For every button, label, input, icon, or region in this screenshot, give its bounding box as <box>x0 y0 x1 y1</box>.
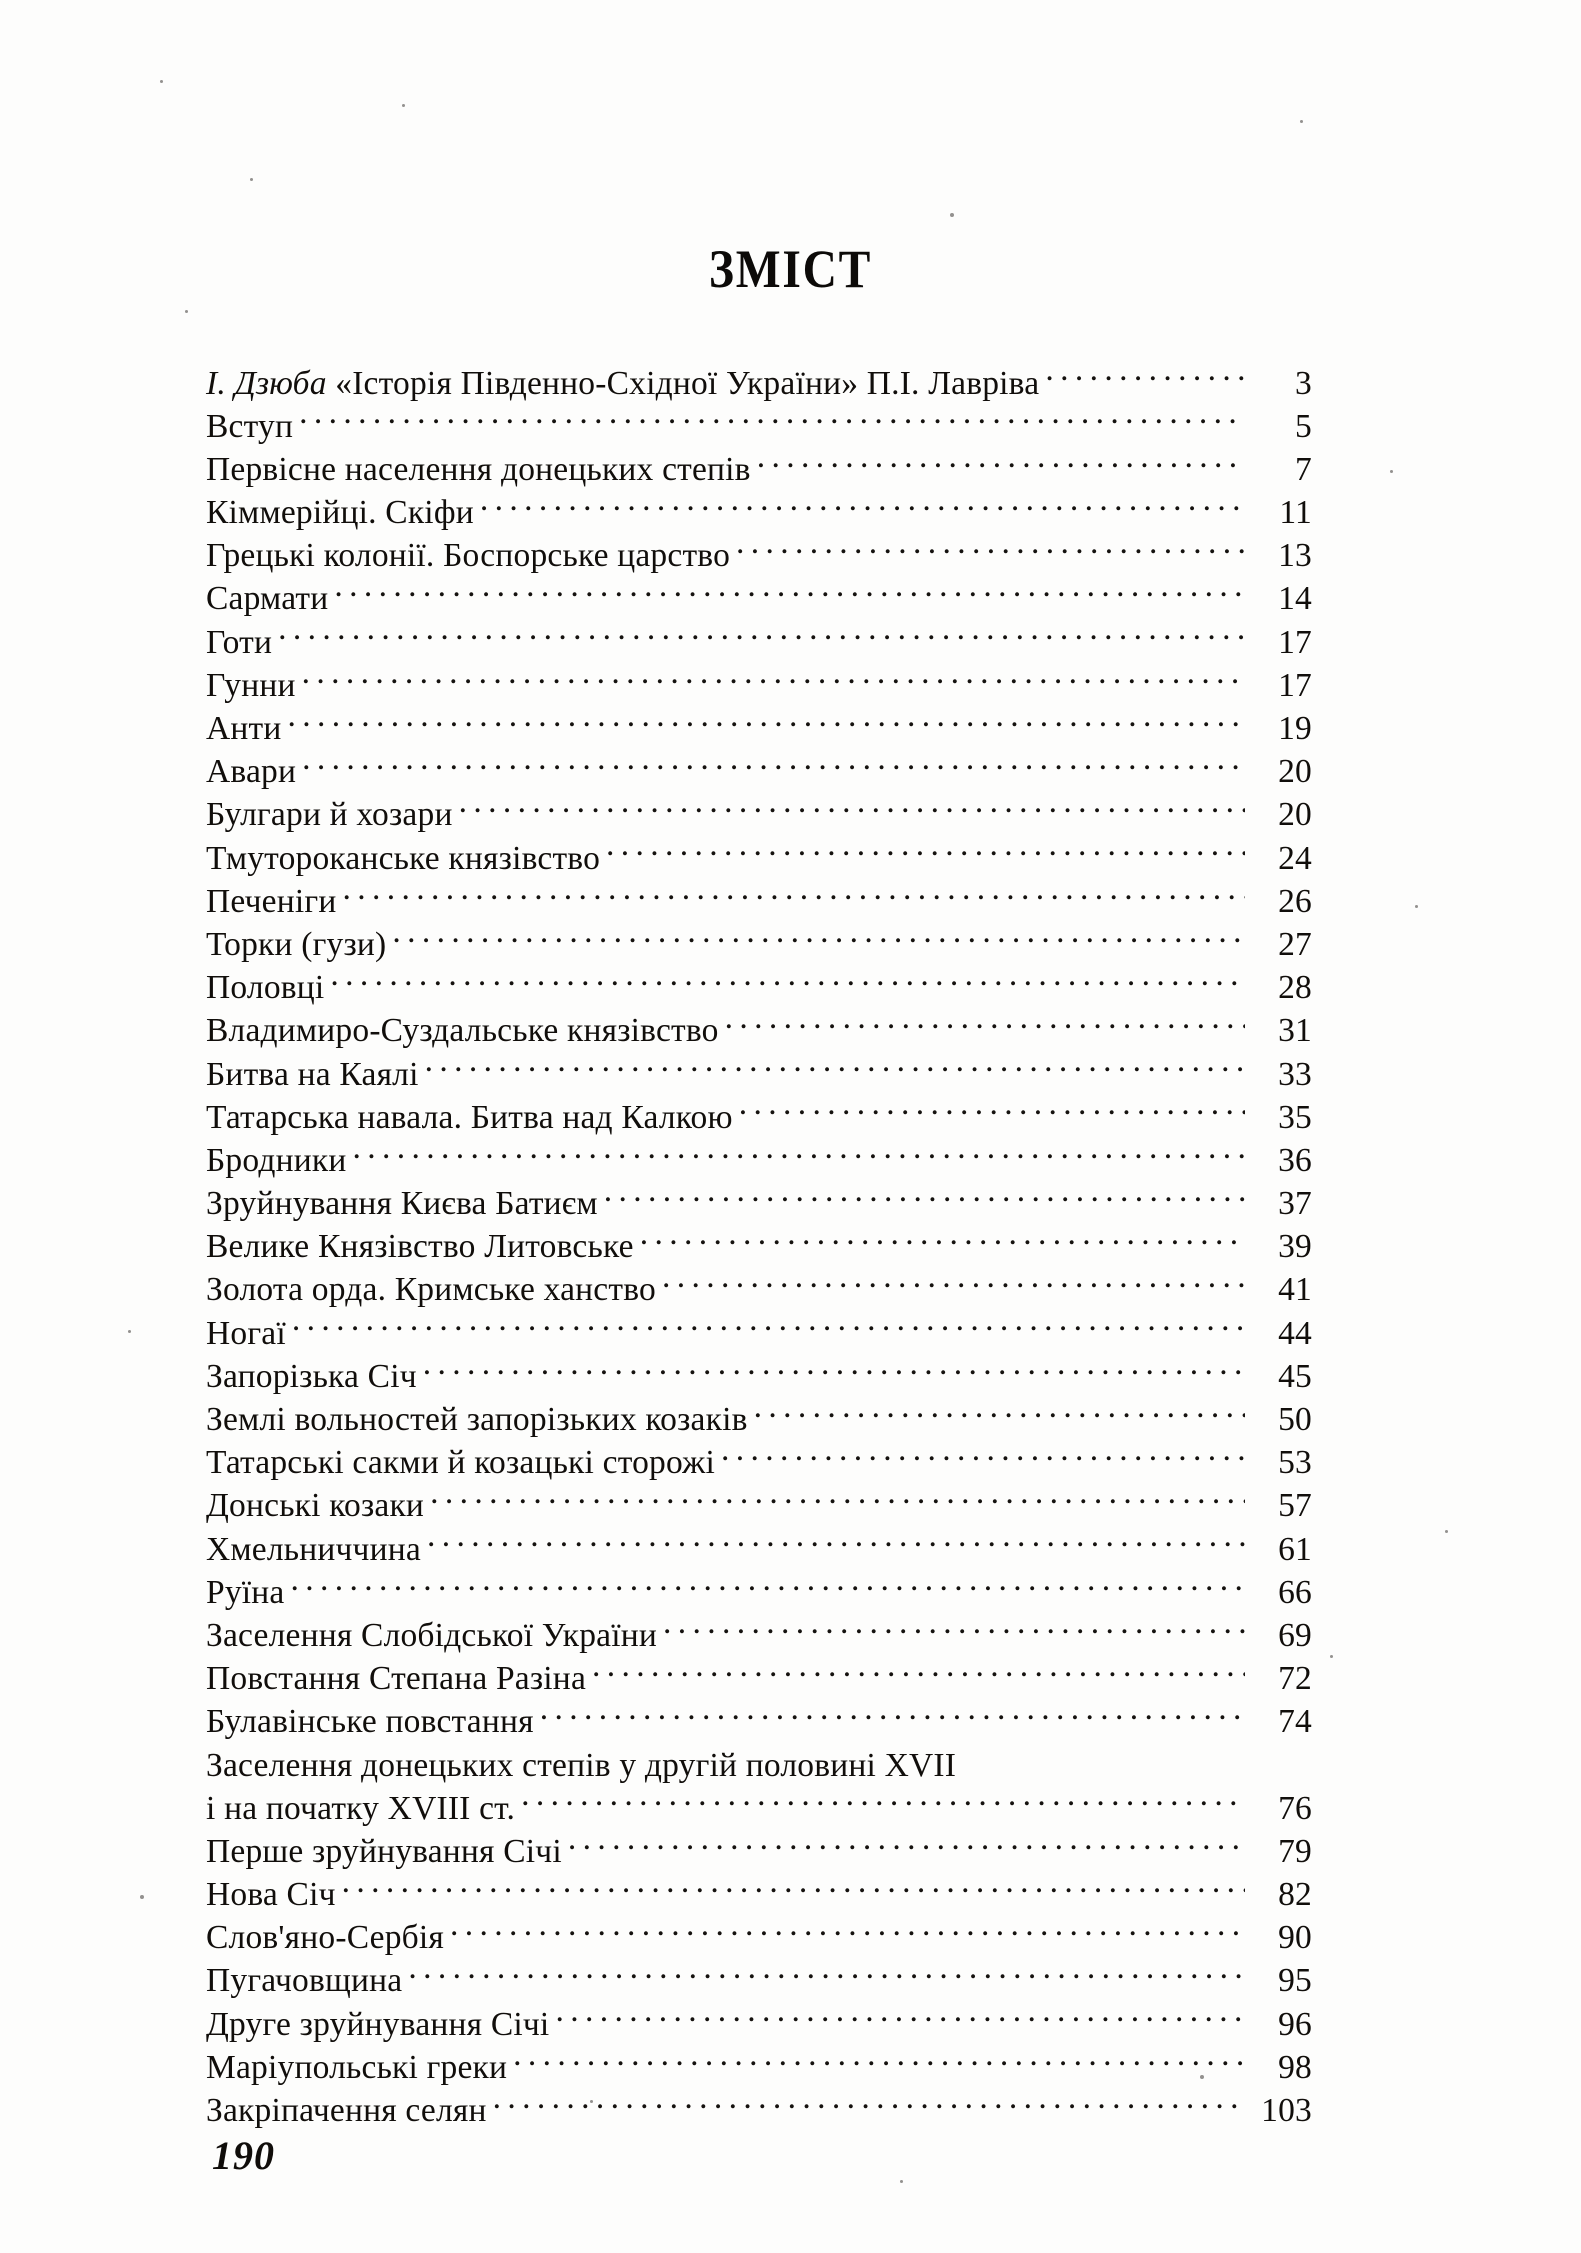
toc-entry-title: «Історія Південно-Східної України» П.І. Лаврiва <box>326 364 1040 402</box>
toc-entry-label: Закріпачення селян <box>206 2092 487 2129</box>
dot-leader <box>757 446 1245 480</box>
toc-entry-page-number: 82 <box>1278 1876 1312 1914</box>
toc-entry-label: Кіммерійці. Скіфи <box>206 494 474 532</box>
toc-entry-page-number: 11 <box>1279 494 1312 532</box>
dot-leader <box>425 1051 1245 1085</box>
toc-entry-page-number: 79 <box>1278 1832 1312 1870</box>
toc-entry-label: Грецькі колонії. Боспорське царство <box>206 537 731 575</box>
toc-entry-label: Ногаї <box>206 1314 286 1352</box>
toc-entry-label: Гунни <box>206 666 296 704</box>
toc-entry-label: Булавінське повстання <box>206 1703 534 1741</box>
toc-entry-label: Руїна <box>206 1573 285 1611</box>
toc-entry-label: Донські козаки <box>206 1487 425 1525</box>
toc-entry-label: Тмутороканське князівство <box>206 839 601 877</box>
toc-entry[interactable] <box>206 2044 1312 2087</box>
toc-entry-page-number: 103 <box>1261 2092 1312 2129</box>
table-of-contents <box>206 360 1312 2131</box>
toc-entry-label: Хмельниччина <box>206 1530 421 1568</box>
dot-leader <box>521 1785 1245 1819</box>
toc-entry-label: Велике Князівство Литовське <box>206 1228 634 1266</box>
dot-leader <box>427 1526 1245 1560</box>
toc-entry[interactable] <box>206 1008 1312 1051</box>
toc-entry-page-number: 17 <box>1278 623 1312 661</box>
toc-entry-page-number: 57 <box>1278 1487 1312 1525</box>
toc-entry-label: Землі вольностей запорізьких козаків <box>206 1401 748 1438</box>
toc-entry-page-number: 69 <box>1278 1616 1312 1654</box>
toc-entry[interactable] <box>206 1915 1312 1958</box>
toc-entry[interactable] <box>206 403 1312 446</box>
dot-leader <box>423 1353 1245 1387</box>
toc-entry[interactable] <box>206 835 1312 878</box>
toc-entry-label: Половці <box>206 969 325 1007</box>
dot-leader <box>606 835 1245 869</box>
toc-entry-page-number: 33 <box>1278 1055 1312 1093</box>
toc-entry-page-number: 96 <box>1278 2005 1312 2043</box>
toc-entry-page-number: 45 <box>1278 1357 1312 1395</box>
toc-entry[interactable] <box>206 792 1312 835</box>
toc-entry[interactable] <box>206 1181 1312 1224</box>
toc-entry-page-number: 14 <box>1278 580 1312 618</box>
toc-entry-label: Запорізька Січ <box>206 1357 417 1395</box>
dot-leader <box>302 749 1245 783</box>
toc-entry-label: Татарські сакми й козацькі сторожі <box>206 1444 715 1482</box>
toc-entry-label <box>206 362 1045 405</box>
toc-entry-page-number: 36 <box>1278 1141 1312 1179</box>
toc-entry[interactable] <box>206 878 1312 921</box>
toc-entry-page-number: 61 <box>1278 1530 1312 1568</box>
dot-leader <box>568 1828 1245 1862</box>
toc-entry[interactable] <box>206 1310 1312 1353</box>
dot-leader <box>392 921 1245 955</box>
toc-entry-page-number: 20 <box>1278 796 1312 834</box>
toc-entry[interactable] <box>206 1872 1312 1915</box>
toc-entry[interactable] <box>206 1526 1312 1569</box>
toc-entry-page-number: 74 <box>1278 1703 1312 1741</box>
toc-entry[interactable] <box>206 1094 1312 1137</box>
toc-entry-label: Булгари й хозари <box>206 796 453 834</box>
dot-leader <box>408 1958 1245 1992</box>
toc-entry-page-number: 24 <box>1278 839 1312 877</box>
toc-entry-page-number: 50 <box>1278 1401 1312 1438</box>
toc-entry-label: Анти <box>206 710 282 747</box>
dot-leader <box>342 878 1245 912</box>
dot-leader <box>721 1440 1245 1474</box>
toc-entry-label: Татарська навала. Битва над Калкою <box>206 1098 733 1136</box>
toc-entry-label: Готи <box>206 623 273 661</box>
toc-entry-label: Бродники <box>206 1141 347 1179</box>
dot-leader <box>739 1094 1245 1128</box>
toc-entry-page-number: 31 <box>1278 1012 1312 1050</box>
toc-entry-label: Заселення Слобідської України <box>206 1616 658 1654</box>
toc-entry[interactable] <box>206 1483 1312 1526</box>
toc-entry-label: і на початку XVIII ст. <box>206 1789 516 1827</box>
toc-entry[interactable] <box>206 2088 1312 2131</box>
toc-entry[interactable] <box>206 1267 1312 1310</box>
toc-entry-page-number: 13 <box>1278 537 1312 575</box>
toc-entry-label: Заселення донецьких степів у другій половині XVII <box>206 1746 957 1784</box>
toc-entry[interactable] <box>206 1699 1312 1742</box>
toc-entry-page-number: 26 <box>1278 882 1312 920</box>
toc-entry-page-number: 19 <box>1278 710 1312 747</box>
toc-entry[interactable] <box>206 965 1312 1008</box>
dot-leader <box>604 1181 1245 1215</box>
toc-entry[interactable] <box>206 662 1312 705</box>
toc-entry-page-number: 27 <box>1278 925 1312 963</box>
toc-entry-label: Нова Січ <box>206 1876 336 1914</box>
toc-entry-author: І. Дзюба <box>206 364 327 402</box>
toc-entry-page-number: 39 <box>1278 1228 1312 1266</box>
dot-leader <box>754 1397 1245 1431</box>
toc-entry[interactable] <box>206 619 1312 662</box>
dot-leader <box>334 576 1245 610</box>
toc-entry-page-number: 66 <box>1278 1573 1312 1611</box>
toc-entry-label: Пугачовщина <box>206 1962 403 2000</box>
toc-entry-page-number: 28 <box>1278 969 1312 1007</box>
dot-leader <box>352 1137 1245 1171</box>
toc-entry[interactable] <box>206 749 1312 792</box>
toc-entry[interactable] <box>206 706 1312 749</box>
folio-page-number: 190 <box>212 2133 275 2178</box>
dot-leader <box>302 662 1245 696</box>
toc-entry-label: Слов'яно-Сербія <box>206 1919 445 1957</box>
toc-entry-label: Золота орда. Кримське ханство <box>206 1271 656 1309</box>
toc-entry-label: Перше зруйнування Січі <box>206 1832 562 1870</box>
toc-entry[interactable] <box>206 1785 1312 1828</box>
toc-entry[interactable] <box>206 921 1312 964</box>
toc-entry-page-number: 35 <box>1278 1098 1312 1136</box>
dot-leader <box>330 965 1245 999</box>
toc-entry-page-number: 72 <box>1278 1660 1312 1698</box>
toc-entry-page-number: 98 <box>1278 2048 1312 2086</box>
dot-leader <box>299 403 1245 437</box>
toc-entry-label: Битва на Каялі <box>206 1055 419 1093</box>
dot-leader <box>430 1483 1245 1517</box>
toc-entry-page-number: 44 <box>1278 1314 1312 1352</box>
toc-entry[interactable] <box>206 490 1312 533</box>
toc-entry[interactable] <box>206 1440 1312 1483</box>
toc-entry-page-number: 53 <box>1278 1444 1312 1482</box>
dot-leader <box>459 792 1245 826</box>
toc-entry-page-number: 76 <box>1278 1789 1312 1827</box>
toc-entry[interactable] <box>206 446 1312 489</box>
toc-entry-label: Владимиро-Суздальське князівство <box>206 1012 719 1050</box>
toc-entry[interactable] <box>206 1612 1312 1655</box>
dot-leader <box>1045 360 1245 394</box>
toc-entry[interactable] <box>206 1828 1312 1871</box>
dot-leader <box>513 2044 1245 2078</box>
toc-entry-label: Первісне населення донецьких степів <box>206 450 751 488</box>
dot-leader <box>493 2088 1245 2122</box>
toc-entry-label: Печеніги <box>206 882 337 920</box>
dot-leader <box>291 1569 1246 1603</box>
toc-entry-page-number: 7 <box>1295 450 1312 488</box>
dot-leader <box>292 1310 1245 1344</box>
dot-leader <box>555 2001 1245 2035</box>
dot-leader <box>736 533 1245 567</box>
dot-leader <box>450 1915 1245 1949</box>
dot-leader <box>725 1008 1245 1042</box>
toc-entry-label: Маріупольські греки <box>206 2048 508 2086</box>
dot-leader <box>342 1872 1245 1906</box>
page-title: ЗМІСТ <box>708 239 873 299</box>
dot-leader <box>480 490 1245 524</box>
toc-entry-label: Повстання Степана Разіна <box>206 1660 587 1698</box>
dot-leader <box>288 706 1246 740</box>
dot-leader <box>540 1699 1245 1733</box>
toc-entry[interactable] <box>206 2001 1312 2044</box>
dot-leader <box>278 619 1245 653</box>
toc-entry[interactable] <box>206 1353 1312 1396</box>
dot-leader <box>663 1612 1245 1646</box>
toc-entry-label: Вступ <box>206 407 294 445</box>
toc-entry[interactable] <box>206 360 1312 403</box>
toc-entry[interactable] <box>206 1224 1312 1267</box>
toc-entry-label: Сармати <box>206 580 329 618</box>
toc-entry-page-number: 95 <box>1278 1962 1312 2000</box>
toc-entry[interactable] <box>206 1051 1312 1094</box>
toc-entry[interactable] <box>206 1958 1312 2001</box>
toc-entry-page-number: 5 <box>1295 407 1312 445</box>
toc-entry-page-number: 37 <box>1278 1185 1312 1223</box>
dot-leader <box>592 1656 1245 1690</box>
toc-entry[interactable] <box>206 1137 1312 1180</box>
toc-entry-page-number: 90 <box>1278 1919 1312 1957</box>
toc-entry-label: Друге зруйнування Січі <box>206 2005 550 2043</box>
toc-entry[interactable] <box>206 576 1312 619</box>
dot-leader <box>662 1267 1245 1301</box>
toc-entry[interactable] <box>206 1742 1312 1785</box>
toc-entry[interactable] <box>206 533 1312 576</box>
dot-leader <box>640 1224 1245 1258</box>
toc-entry-label: Торки (гузи) <box>206 925 387 963</box>
toc-entry[interactable] <box>206 1397 1312 1440</box>
toc-entry-page-number: 3 <box>1295 364 1312 402</box>
toc-entry-page-number: 41 <box>1278 1271 1312 1309</box>
toc-entry-page-number: 17 <box>1278 666 1312 704</box>
toc-entry-label: Авари <box>206 753 297 791</box>
toc-entry-page-number: 20 <box>1278 753 1312 791</box>
toc-entry-label: Зруйнування Києва Батиєм <box>206 1185 598 1223</box>
toc-entry[interactable] <box>206 1656 1312 1699</box>
toc-entry[interactable] <box>206 1569 1312 1612</box>
